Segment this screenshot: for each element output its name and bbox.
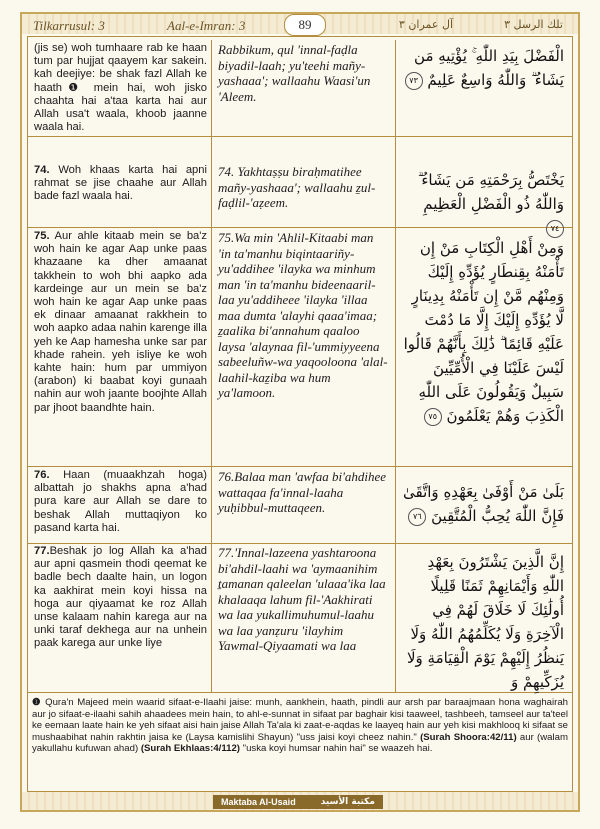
- ayah-end-marker: ٧٥: [424, 408, 442, 426]
- verse-text: (jis se) woh tumhaare rab ke haan tum par hujjat qaayem kar sakein. kah deejiye: be shak fazl Allah ke haath❶ mein hai, woh jisko chaahta hai a'taa karta hai aur Allah usa't waala, khoob jaanne waala hai.: [34, 42, 207, 134]
- verse-number: 75.: [34, 230, 50, 242]
- translation-verse-76: [32, 469, 209, 535]
- transliteration-verse-74: [214, 164, 392, 211]
- footnote: [32, 697, 568, 755]
- ayah-end-marker: ٧٣: [405, 72, 423, 90]
- translation-column: [32, 40, 209, 692]
- translation-verse-75: [32, 230, 209, 415]
- arabic-text: إِنَّ الَّذِينَ يَشْتَرُونَ بِعَهْدِ اللّٰهِ وَأَيْمَانِهِمْ ثَمَنًا قَلِيلًا أُولَٰئِكَ لَا خَلَاقَ لَهُمْ فِي الْآخِرَةِ وَلَا يُكَلِّمُهُمُ اللّٰهُ وَلَا يَنظُرُ إِلَيْهِمْ يَوْمَ الْقِيَامَةِ وَلَا يُزَكِّيهِمْ وَ: [406, 553, 564, 691]
- transliteration-verse-77: [214, 545, 392, 654]
- verse-text: 77.'Innal-lazeena yashtaroona bi'ahdil-laahi wa 'aymaanihim ṯamanan qaleelan 'ulaaa'ika laa khalaaqa lahum fil-'Aakhirati wa laa yukallimuhumul-laahu wa laa yanẓuru 'ilayhim Yawmal-Qiyaamati wa laa: [218, 545, 386, 653]
- translation-verse-77: [32, 545, 209, 651]
- transliteration-verse-73: [214, 42, 392, 104]
- footnote-marker: ❶: [32, 697, 42, 708]
- column-divider-left: [211, 40, 212, 692]
- ayah-end-marker: ٧٦: [408, 508, 426, 526]
- footnote-text: "uska koyi humsar nahin hai" se waazeh hai.: [240, 743, 433, 755]
- arabic-verse-73: [398, 44, 568, 92]
- page-header: [27, 16, 573, 36]
- arabic-text: الْفَضْلَ بِيَدِ اللّٰهِ ۚ يُؤْتِيهِ مَن يَشَاءُ ۗ وَاللّٰهُ وَاسِعٌ عَلِيمٌ: [414, 47, 564, 89]
- verse-number: 77.: [34, 545, 50, 557]
- transliteration-column: [214, 40, 392, 692]
- column-divider-right: [395, 40, 396, 692]
- arabic-verse-76: [398, 480, 568, 528]
- arabic-text: بَلَىٰ مَنْ أَوْفَىٰ بِعَهْدِهِ وَاتَّقَىٰ فَإِنَّ اللّٰهَ يُحِبُّ الْمُتَّقِينَ: [403, 483, 564, 525]
- juz-name-latin: Tilkarrusul: 3: [33, 18, 105, 33]
- verse-text: Haan (muaakhzah hoga) albattah jo shakhs apna a'had pura kare aur Allah se dare to beshak Allah muttaqiyon ko pasand karta hai.: [34, 469, 207, 534]
- surah-name-latin: Aal-e-Imran: 3: [167, 18, 246, 33]
- translation-verse-73: [32, 42, 209, 134]
- page-number: 89: [284, 14, 326, 36]
- verse-text: Woh khaas karta hai apni rahmat se jise chaahe aur Allah bade fazl waala hai.: [34, 164, 207, 203]
- translation-verse-74: [32, 164, 209, 204]
- arabic-verse-77: [398, 550, 568, 694]
- verse-text: Rabbikum, qul 'innal-faḍla biyadil-laah; yu'teehi mañy-yashaaa'; wallaahu Waasi'un 'Aleem.: [218, 42, 371, 104]
- footnote-text: Qura'n Majeed mein waarid sifaat-e-Ilaahi jaise: munh, aankhein, haath, pindli aur arsh par baraajmaan hona waghairah aur jo sifaat-e-ilaahi sahih ahaadees mein hain, to ahl-e-sunnat in sifaat par baghair kisi taaweel, tashbeeh, tamseel aur ta'teel ke eemaan laate hain ke yeh sifaat aisi hain jaise Allah Ta'ala ki zaat-e-aqdas ke laayeq hain aur yeh kisi makhlooq ki sifaat se mushaabihat nahin rakhtin jaisa ke (Laysa kamislihi Shayun) "uss jaisi koyi cheez nahin.": [32, 697, 568, 743]
- arabic-text: يَخْتَصُّ بِرَحْمَتِهِ مَن يَشَاءُ ۗ وَاللّٰهُ ذُو الْفَضْلِ الْعَظِيمِ: [417, 171, 564, 213]
- publisher-name: Maktaba Al-Usaid: [221, 797, 296, 807]
- transliteration-verse-76: [214, 469, 392, 516]
- transliteration-verse-75: [214, 230, 392, 401]
- footnote-reference: (Surah Ekhlaas:4/112): [140, 743, 240, 755]
- juz-name-arabic: تلك الرسل ٣: [504, 18, 563, 31]
- verse-number: 74.: [34, 164, 50, 176]
- footnote-reference: (Surah Shoora:42/11): [420, 731, 517, 743]
- surah-name-arabic: آل عمران ٣: [398, 18, 453, 31]
- verse-number: 76.: [34, 469, 50, 481]
- arabic-text: وَمِنْ أَهْلِ الْكِتَابِ مَنْ إِن تَأْمَنْهُ بِقِنطَارٍ يُؤَدِّهِ إِلَيْكَ وَمِنْهُم مَّنْ إِن تَأْمَنْهُ بِدِينَارٍ لَّا يُؤَدِّهِ إِلَيْكَ إِلَّا مَا دُمْتَ عَلَيْهِ قَائِمًا ۗ ذَٰلِكَ بِأَنَّهُمْ قَالُوا لَيْسَ عَلَيْنَا فِي الْأُمِّيِّينَ سَبِيلٌ وَيَقُولُونَ عَلَى اللّٰهِ الْكَذِبَ وَهُمْ يَعْلَمُونَ: [403, 239, 564, 425]
- arabic-verse-74: [398, 168, 568, 240]
- publisher-label: [213, 795, 383, 809]
- verse-text: 75.Wa min 'Ahlil-Kitaabi man 'in ta'manhu biqintaariñy-yu'addihee 'ilayka wa minhum man 'in ta'manhu bideenaaril-laa yu'addiheee 'ilayka 'illaa maa dumta 'alayhi qaaa'imaa; ẕaalika bi'annahum qaaloo laysa 'alaynaa fil-'ummiyyeena sabeeluñw-wa yaqooloona 'alal-laahil-kaẕiba wa hum ya'lamoon.: [218, 230, 388, 400]
- footnote-text: aur (walam yakullahu kufuwan ahad): [32, 731, 568, 755]
- verse-text: 74. Yakhtaṣṣu biraḥmatihee mañy-yashaaa'; wallaahu ẕul-faḍlil-'aẓeem.: [218, 164, 376, 210]
- publisher-name-arabic: مكتبة الأسيد: [320, 797, 375, 807]
- arabic-verse-75: [398, 236, 568, 428]
- arabic-column: [398, 40, 568, 692]
- verse-text: Beshak jo log Allah ka a'had aur apni qasmein thodi qeemat ke badle bech daalte hain, un logon ka aakhirat mein koyi hissa na hoga aur qiyaamat ke roz Allah unse kalaam nahin karega aur na unki taraf dekhega aur na unhein paak karega aur unke liye: [34, 545, 207, 650]
- page-footer: [27, 795, 573, 809]
- verse-text: Aur ahle kitaab mein se ba'z woh hain ke agar Aap unke paas khazaane ka dher amaanat takkhein to woh bhi aapko ada kardeinge aur un mein se ba'z woh hain ke agar Aap unke paas ek dinaar amaanat rakkhein to woh aapko adaa nahin karenge illa yeh ke Aap hamesha unke sar par khade rahein. yeh isliye ke woh kahte hain: hum par ummiyon (arabon) ki baabat koyi gunaah nahin aur woh jaante boojhte Allah par jhoot baandhte hain.: [34, 230, 207, 414]
- verse-text: 76.Balaa man 'awfaa bi'ahdihee wattaqaa fa'innal-laaha yuḥibbul-muttaqeen.: [218, 469, 387, 515]
- ayah-end-marker: ٧٤: [546, 220, 564, 238]
